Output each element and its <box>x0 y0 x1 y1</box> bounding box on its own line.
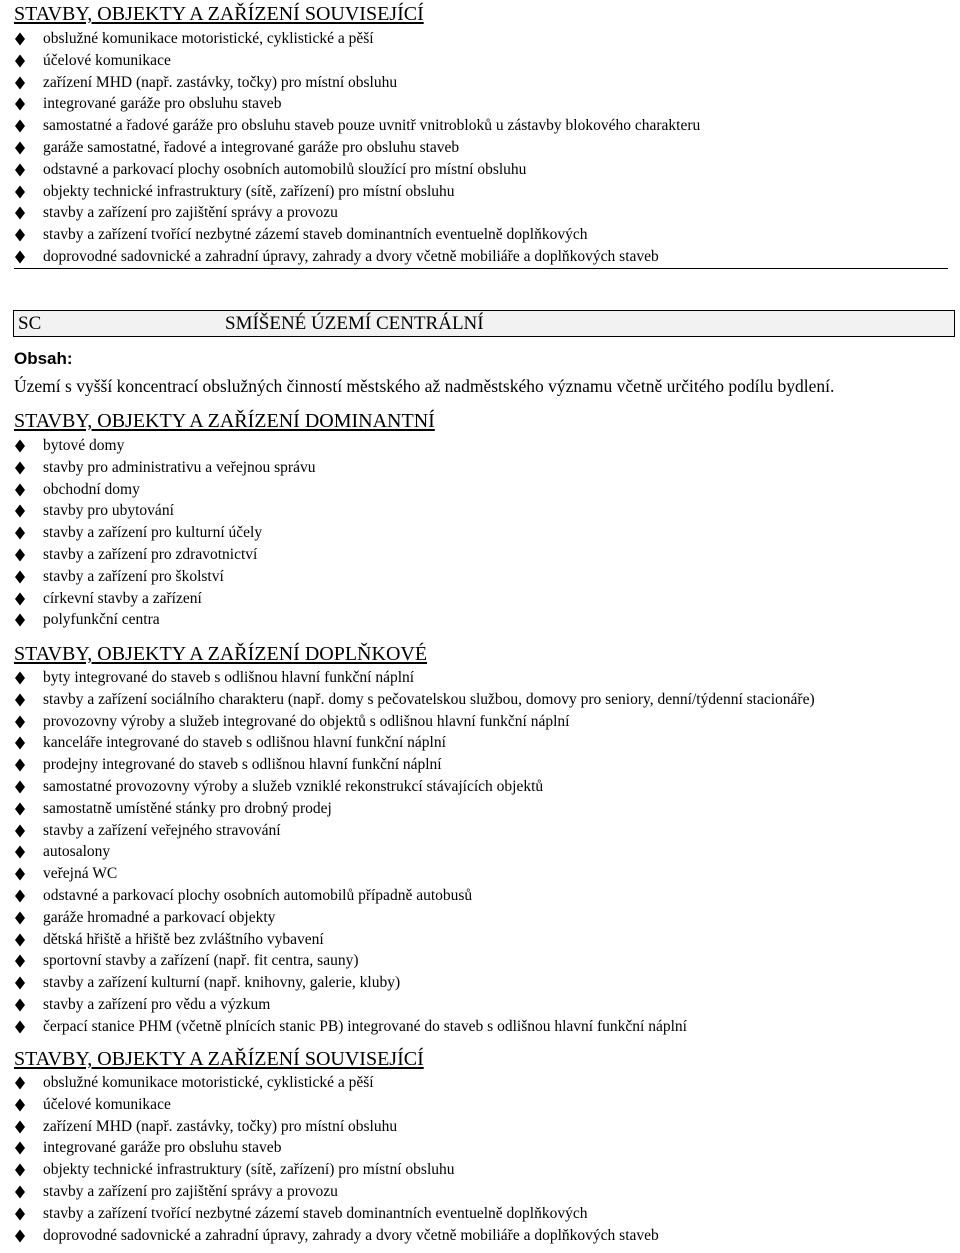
list-item-text: zařízení MHD (např. zastávky, točky) pro místní obsluhu <box>43 73 398 91</box>
list-item-text: samostatně umístěné stánky pro drobný prodej <box>43 799 332 817</box>
diamond-bullet-icon <box>14 54 26 68</box>
list-dominantni <box>14 435 954 631</box>
list-item-text: garáže hromadné a parkovací objekty <box>43 908 276 926</box>
diamond-bullet-icon <box>14 933 26 947</box>
list-item-text: obslužné komunikace motoristické, cyklistické a pěší <box>43 1074 374 1091</box>
diamond-bullet-icon <box>14 845 26 859</box>
list-item-text: kanceláře integrované do staveb s odlišnou hlavní funkční náplní <box>43 734 446 752</box>
list-item <box>14 93 954 115</box>
list-item <box>14 479 954 501</box>
list-item <box>14 820 954 842</box>
list-item-text: autosalony <box>43 843 111 861</box>
list-item-text: čerpací stanice PHM (včetně plnících stanic PB) integrované do staveb s odlišnou hlavní funkční náplní <box>43 1017 687 1035</box>
section-heading-souvisejici: STAVBY, OBJEKTY A ZAŘÍZENÍ SOUVISEJÍCÍ <box>14 1048 424 1070</box>
diamond-bullet-icon <box>14 1163 26 1177</box>
list-item <box>14 522 954 544</box>
list-item <box>14 1159 954 1181</box>
list-item <box>14 1072 954 1094</box>
list-item <box>14 667 954 689</box>
list-item <box>14 457 954 479</box>
diamond-bullet-icon <box>14 802 26 816</box>
list-item <box>14 950 954 972</box>
list-item-text: bytové domy <box>43 437 125 454</box>
diamond-bullet-icon <box>14 592 26 606</box>
list-item-text: účelové komunikace <box>43 1095 171 1113</box>
section-divider <box>14 268 948 269</box>
obsah-text: Území s vyšší koncentrací obslužných činností městského až nadměstského významu včetně určitého podílu bydlení. <box>14 376 835 396</box>
list-item-text: stavby a zařízení kulturní (např. knihovny, galerie, kluby) <box>43 974 401 992</box>
list-item <box>14 609 954 631</box>
list-item-text: stavby a zařízení pro školství <box>43 567 224 585</box>
list-item <box>14 500 954 522</box>
list-item <box>14 776 954 798</box>
list-item-text: stavby pro ubytování <box>43 502 174 520</box>
list-item <box>14 1181 954 1203</box>
list-item <box>14 1203 954 1225</box>
list-item-text: obslužné komunikace motoristické, cyklistické a pěší <box>43 30 374 47</box>
list-item-text: doprovodné sadovnické a zahradní úpravy, zahrady a dvory včetně mobiliáře a doplňkových staveb <box>43 1226 659 1244</box>
list-item-text: prodejny integrované do staveb s odlišnou hlavní funkční náplní <box>43 756 442 774</box>
diamond-bullet-icon <box>14 736 26 750</box>
diamond-bullet-icon <box>14 32 26 46</box>
list-item-text: stavby a zařízení pro zdravotnictví <box>43 545 258 563</box>
diamond-bullet-icon <box>14 185 26 199</box>
list-item-text: odstavné a parkovací plochy osobních automobilů sloužící pro místní obsluhu <box>43 160 527 178</box>
diamond-bullet-icon <box>14 693 26 707</box>
list-item-text: odstavné a parkovací plochy osobních automobilů případně autobusů <box>43 886 473 904</box>
diamond-bullet-icon <box>14 998 26 1012</box>
diamond-bullet-icon <box>14 715 26 729</box>
diamond-bullet-icon <box>14 570 26 584</box>
list-item <box>14 435 954 457</box>
diamond-bullet-icon <box>14 206 26 220</box>
diamond-bullet-icon <box>14 1141 26 1155</box>
diamond-bullet-icon <box>14 867 26 881</box>
diamond-bullet-icon <box>14 439 26 453</box>
diamond-bullet-icon <box>14 1120 26 1134</box>
diamond-bullet-icon <box>14 548 26 562</box>
diamond-bullet-icon <box>14 824 26 838</box>
list-item-text: objekty technické infrastruktury (sítě, zařízení) pro místní obsluhu <box>43 182 455 200</box>
section-heading-doplnkove: STAVBY, OBJEKTY A ZAŘÍZENÍ DOPLŇKOVÉ <box>14 643 428 665</box>
list-item <box>14 732 954 754</box>
list-item-text: objekty technické infrastruktury (sítě, zařízení) pro místní obsluhu <box>43 1161 455 1179</box>
list-souvisejici <box>14 1072 954 1246</box>
list-item-text: stavby pro administrativu a veřejnou správu <box>43 458 316 476</box>
diamond-bullet-icon <box>14 1207 26 1221</box>
diamond-bullet-icon <box>14 613 26 627</box>
zone-header-box <box>13 310 955 337</box>
list-item-text: stavby a zařízení pro kulturní účely <box>43 524 263 542</box>
list-item <box>14 754 954 776</box>
list-item-text: garáže samostatné, řadové a integrované garáže pro obsluhu staveb <box>43 138 460 156</box>
diamond-bullet-icon <box>14 141 26 155</box>
list-item <box>14 224 954 246</box>
diamond-bullet-icon <box>14 1098 26 1112</box>
obsah-label: Obsah: <box>14 349 73 368</box>
list-souvisejici-top <box>14 28 954 268</box>
list-item <box>14 544 954 566</box>
list-item <box>14 1137 954 1159</box>
list-item <box>14 28 954 50</box>
diamond-bullet-icon <box>14 526 26 540</box>
list-item-text: integrované garáže pro obsluhu staveb <box>43 1139 282 1157</box>
diamond-bullet-icon <box>14 889 26 903</box>
list-item <box>14 929 954 951</box>
list-item-text: stavby a zařízení pro zajištění správy a provozu <box>43 204 338 222</box>
list-item <box>14 1094 954 1116</box>
diamond-bullet-icon <box>14 758 26 772</box>
diamond-bullet-icon <box>14 163 26 177</box>
list-item <box>14 115 954 137</box>
list-item <box>14 994 954 1016</box>
section-heading-souvisejici-top: STAVBY, OBJEKTY A ZAŘÍZENÍ SOUVISEJÍCÍ <box>14 3 424 25</box>
list-item <box>14 566 954 588</box>
list-item <box>14 246 954 268</box>
diamond-bullet-icon <box>14 461 26 475</box>
diamond-bullet-icon <box>14 671 26 685</box>
list-item <box>14 841 954 863</box>
zone-name: SMÍŠENÉ ÚZEMÍ CENTRÁLNÍ <box>225 313 484 334</box>
list-item-text: stavby a zařízení tvořící nezbytné zázemí staveb dominantních eventuelně doplňkových <box>43 1204 588 1222</box>
list-item <box>14 72 954 94</box>
list-item-text: obchodní domy <box>43 480 140 498</box>
diamond-bullet-icon <box>14 250 26 264</box>
list-item-text: stavby a zařízení veřejného stravování <box>43 821 281 839</box>
diamond-bullet-icon <box>14 119 26 133</box>
list-item-text: byty integrované do staveb s odlišnou hlavní funkční náplní <box>43 669 415 686</box>
diamond-bullet-icon <box>14 780 26 794</box>
diamond-bullet-icon <box>14 976 26 990</box>
diamond-bullet-icon <box>14 483 26 497</box>
list-item-text: provozovny výroby a služeb integrované do objektů s odlišnou hlavní funkční náplní <box>43 712 570 730</box>
list-item <box>14 798 954 820</box>
diamond-bullet-icon <box>14 1229 26 1243</box>
list-item <box>14 711 954 733</box>
list-item-text: církevní stavby a zařízení <box>43 589 202 607</box>
list-item <box>14 1225 954 1247</box>
diamond-bullet-icon <box>14 76 26 90</box>
list-item-text: stavby a zařízení tvořící nezbytné zázemí staveb dominantních eventuelně doplňkových <box>43 226 588 244</box>
list-item <box>14 907 954 929</box>
list-item-text: stavby a zařízení sociálního charakteru (např. domy s pečovatelskou službou, domovy pro seniory, denní/týdenní stacionáře) <box>43 690 815 708</box>
list-item <box>14 181 954 203</box>
list-doplnkove <box>14 667 954 1038</box>
list-item <box>14 1116 954 1138</box>
list-item-text: zařízení MHD (např. zastávky, točky) pro místní obsluhu <box>43 1117 398 1135</box>
list-item <box>14 50 954 72</box>
section-heading-dominantni: STAVBY, OBJEKTY A ZAŘÍZENÍ DOMINANTNÍ <box>14 410 435 432</box>
list-item <box>14 972 954 994</box>
list-item <box>14 863 954 885</box>
list-item-text: integrované garáže pro obsluhu staveb <box>43 95 282 113</box>
list-item-text: stavby a zařízení pro vědu a výzkum <box>43 995 271 1013</box>
list-item <box>14 689 954 711</box>
list-item-text: polyfunkční centra <box>43 611 160 629</box>
diamond-bullet-icon <box>14 1076 26 1090</box>
diamond-bullet-icon <box>14 97 26 111</box>
diamond-bullet-icon <box>14 954 26 968</box>
diamond-bullet-icon <box>14 504 26 518</box>
list-item <box>14 137 954 159</box>
list-item <box>14 885 954 907</box>
list-item <box>14 159 954 181</box>
diamond-bullet-icon <box>14 911 26 925</box>
list-item-text: samostatné a řadové garáže pro obsluhu staveb pouze uvnitř vnitrobloků u zástavby blokového charakteru <box>43 117 701 135</box>
list-item <box>14 1016 954 1038</box>
list-item-text: sportovní stavby a zařízení (např. fit centra, sauny) <box>43 952 359 970</box>
list-item-text: dětská hřiště a hřiště bez zvláštního vybavení <box>43 930 324 948</box>
list-item-text: veřejná WC <box>43 865 118 883</box>
zone-code: SC <box>18 313 42 334</box>
list-item-text: stavby a zařízení pro zajištění správy a provozu <box>43 1182 338 1200</box>
list-item <box>14 588 954 610</box>
diamond-bullet-icon <box>14 1020 26 1034</box>
diamond-bullet-icon <box>14 228 26 242</box>
list-item <box>14 202 954 224</box>
diamond-bullet-icon <box>14 1185 26 1199</box>
list-item-text: doprovodné sadovnické a zahradní úpravy, zahrady a dvory včetně mobiliáře a doplňkových staveb <box>43 247 659 265</box>
list-item-text: účelové komunikace <box>43 51 171 69</box>
list-item-text: samostatné provozovny výroby a služeb vzniklé rekonstrukcí stávajících objektů <box>43 777 544 795</box>
